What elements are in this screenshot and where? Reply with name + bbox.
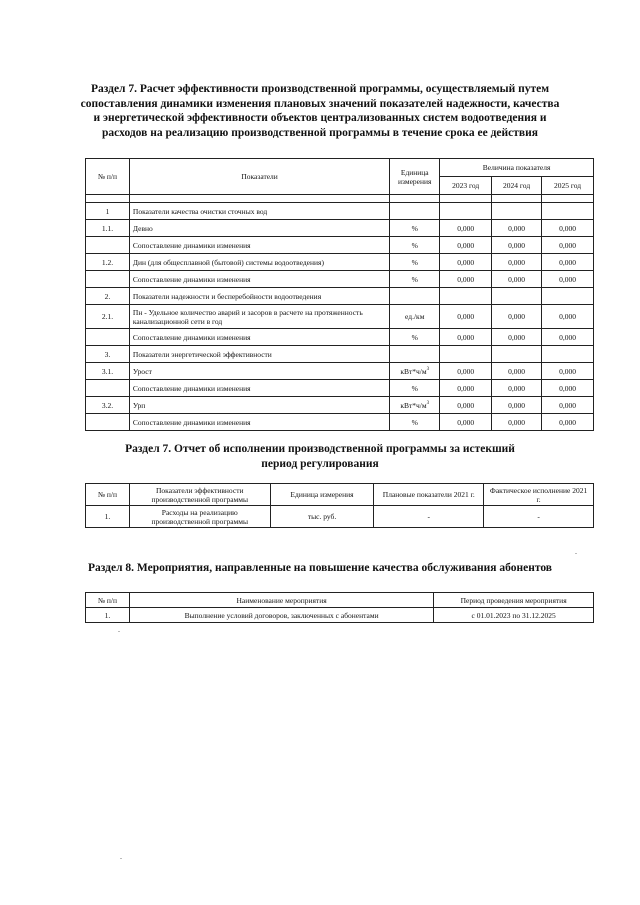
- row-name: Сопоставление динамики изменения: [129, 237, 389, 254]
- row-num: 1: [86, 203, 130, 220]
- row-name: Показатели качества очистки сточных вод: [129, 203, 389, 220]
- row-value-2024: 0,000: [492, 329, 542, 346]
- section8-title: Раздел 8. Мероприятия, направленные на повышение качества обслуживания абонентов: [87, 562, 552, 574]
- row-unit: %: [390, 220, 440, 237]
- row-value-2024: 0,000: [492, 363, 542, 380]
- header-year-2023: 2023 год: [440, 177, 492, 195]
- row-unit: [390, 346, 440, 363]
- report-header-plan: Плановые показатели 2021 г.: [374, 484, 484, 506]
- row-value-2024: 0,000: [492, 305, 542, 329]
- row-value-2023: 0,000: [440, 271, 492, 288]
- row-num: 1.1.: [86, 220, 130, 237]
- header-year-2024: 2024 год: [492, 177, 542, 195]
- row-value-2024: 0,000: [492, 271, 542, 288]
- header-indicator: Показатели: [129, 159, 389, 195]
- row-value-2023: 0,000: [440, 305, 492, 329]
- row-num: [86, 329, 130, 346]
- row-value-2024: 0,000: [492, 220, 542, 237]
- row-num: 2.1.: [86, 305, 130, 329]
- efficiency-row: [86, 220, 594, 237]
- row-unit: [390, 203, 440, 220]
- row-num: [86, 414, 130, 431]
- measures-header-name: Наименование мероприятия: [129, 593, 433, 608]
- efficiency-table: [85, 158, 594, 431]
- scan-speck: [575, 553, 577, 554]
- report-row-unit: тыс. руб.: [270, 506, 374, 528]
- row-name: Сопоставление динамики изменения: [129, 414, 389, 431]
- report-table: [85, 483, 594, 528]
- row-value-2023: 0,000: [440, 254, 492, 271]
- report-row-num: 1.: [86, 506, 130, 528]
- row-unit: %: [390, 237, 440, 254]
- row-value-2023: 0,000: [440, 397, 492, 414]
- measures-row-name: Выполнение условий договоров, заключенных с абонентами: [129, 608, 433, 623]
- efficiency-row: [86, 203, 594, 220]
- row-unit: $кВт*ч/м^3$: [390, 363, 440, 380]
- row-value-2025: [542, 203, 594, 220]
- efficiency-row: [86, 288, 594, 305]
- row-value-2023: 0,000: [440, 220, 492, 237]
- row-value-2023: 0,000: [440, 329, 492, 346]
- row-value-2025: 0,000: [542, 397, 594, 414]
- row-name: Девно: [129, 220, 389, 237]
- row-unit: $кВт*ч/м^3$: [390, 397, 440, 414]
- report-row-fact: -: [484, 506, 594, 528]
- row-unit: %: [390, 271, 440, 288]
- header-num: № п/п: [86, 159, 130, 195]
- scan-speck: [118, 631, 120, 632]
- efficiency-row: [86, 346, 594, 363]
- row-name: Урост: [129, 363, 389, 380]
- row-value-2023: 0,000: [440, 237, 492, 254]
- row-name: Показатели надежности и бесперебойности водоотведения: [129, 288, 389, 305]
- row-value-2025: 0,000: [542, 220, 594, 237]
- report-row-plan: -: [374, 506, 484, 528]
- row-num: [86, 380, 130, 397]
- row-value-2024: [492, 346, 542, 363]
- row-num: 3.: [86, 346, 130, 363]
- row-unit: %: [390, 254, 440, 271]
- row-value-2025: 0,000: [542, 254, 594, 271]
- row-name: Пн - Удельное количество аварий и засоров в расчете на протяженность канализационной сети в год: [129, 305, 389, 329]
- row-num: 1.2.: [86, 254, 130, 271]
- row-value-2024: 0,000: [492, 397, 542, 414]
- section7-report-title: Раздел 7. Отчет об исполнении производственной программы за истекший период регулирования: [125, 443, 515, 470]
- row-value-2025: [542, 346, 594, 363]
- header-value: Величина показателя: [440, 159, 594, 177]
- row-unit: %: [390, 329, 440, 346]
- row-value-2024: [492, 203, 542, 220]
- row-value-2025: 0,000: [542, 237, 594, 254]
- row-value-2025: 0,000: [542, 380, 594, 397]
- efficiency-row: [86, 305, 594, 329]
- row-num: 3.1.: [86, 363, 130, 380]
- row-value-2024: 0,000: [492, 254, 542, 271]
- section7-calc-title: Раздел 7. Расчет эффективности производственной программы, осуществляемый путем сопоставления динамики изменения плановых значений показателей надежности, качества и энергетической эффективности объектов централизованных систем водоотведения и расходов на реализацию производственной программы в течение срока ее действия: [80, 83, 560, 139]
- row-num: 2.: [86, 288, 130, 305]
- efficiency-row: [86, 397, 594, 414]
- row-value-2025: [542, 288, 594, 305]
- row-unit: [390, 288, 440, 305]
- report-header-indicator: Показатели эффективности производственной программы: [129, 484, 270, 506]
- efficiency-row: [86, 254, 594, 271]
- header-unit: Единица измерения: [390, 159, 440, 195]
- row-value-2024: 0,000: [492, 380, 542, 397]
- row-name: Дин (для общесплавной (бытовой) системы водоотведения): [129, 254, 389, 271]
- row-name: Сопоставление динамики изменения: [129, 271, 389, 288]
- efficiency-row: [86, 237, 594, 254]
- row-value-2025: 0,000: [542, 271, 594, 288]
- row-unit: %: [390, 380, 440, 397]
- row-value-2024: 0,000: [492, 414, 542, 431]
- efficiency-row: [86, 414, 594, 431]
- row-name: Урп: [129, 397, 389, 414]
- row-num: 3.2.: [86, 397, 130, 414]
- efficiency-row: [86, 329, 594, 346]
- row-name: Сопоставление динамики изменения: [129, 380, 389, 397]
- row-value-2023: 0,000: [440, 414, 492, 431]
- row-value-2025: 0,000: [542, 305, 594, 329]
- measures-row-num: 1.: [86, 608, 130, 623]
- measures-header-num: № п/п: [86, 593, 130, 608]
- row-value-2023: [440, 288, 492, 305]
- row-value-2025: 0,000: [542, 414, 594, 431]
- measures-row-period: с 01.01.2023 по 31.12.2025: [434, 608, 594, 623]
- row-name: Показатели энергетической эффективности: [129, 346, 389, 363]
- efficiency-row: [86, 363, 594, 380]
- row-num: [86, 237, 130, 254]
- scan-speck: [120, 858, 122, 859]
- row-name: Сопоставление динамики изменения: [129, 329, 389, 346]
- row-unit: %: [390, 414, 440, 431]
- row-value-2024: [492, 288, 542, 305]
- measures-table: [85, 592, 594, 623]
- row-value-2024: 0,000: [492, 237, 542, 254]
- row-value-2023: 0,000: [440, 363, 492, 380]
- row-value-2023: [440, 346, 492, 363]
- report-row-name: Расходы на реализацию производственной программы: [129, 506, 270, 528]
- report-header-fact: Фактическое исполнение 2021 г.: [484, 484, 594, 506]
- row-value-2023: [440, 203, 492, 220]
- row-num: [86, 271, 130, 288]
- report-header-num: № п/п: [86, 484, 130, 506]
- report-header-unit: Единица измерения: [270, 484, 374, 506]
- row-value-2025: 0,000: [542, 363, 594, 380]
- efficiency-row: [86, 380, 594, 397]
- header-year-2025: 2025 год: [542, 177, 594, 195]
- measures-header-period: Период проведения мероприятия: [434, 593, 594, 608]
- row-unit: ед./км: [390, 305, 440, 329]
- row-value-2023: 0,000: [440, 380, 492, 397]
- row-value-2025: 0,000: [542, 329, 594, 346]
- efficiency-row: [86, 271, 594, 288]
